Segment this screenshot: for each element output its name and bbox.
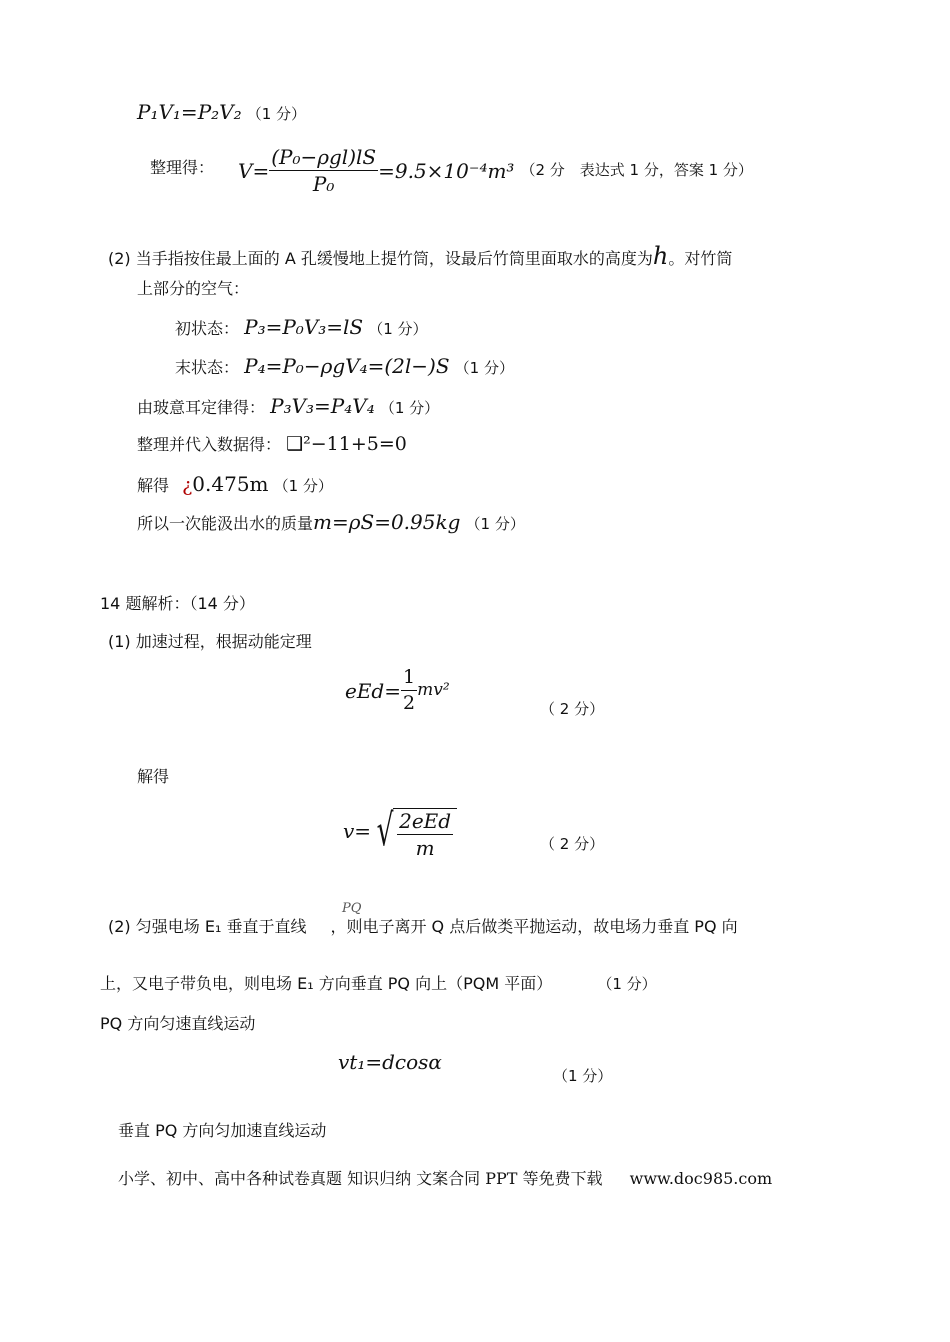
q14-part2-line1 — [108, 919, 738, 935]
final-state-line — [175, 356, 514, 376]
eq2-score: （ 2 分） — [540, 835, 605, 853]
footer-url[interactable]: www.doc985.com — [629, 1169, 773, 1188]
eq1-numerator: 1 — [401, 668, 417, 691]
sqrt-symbol — [371, 802, 457, 860]
substitute-equation: ❑²−11+5=0 — [286, 433, 407, 455]
part2-intro-end: 。对竹筒 — [668, 249, 733, 268]
substitute-line — [137, 435, 407, 454]
final-state-label: 末状态： — [175, 358, 240, 377]
boyle-law-line — [137, 396, 439, 416]
uniform-motion-equation: vt₁=dcosα — [338, 1050, 442, 1074]
q14-part2-line3: PQ 方向匀速直线运动 — [100, 1014, 256, 1033]
part2-line1-rest: ，则电子离开 Q 点后做类平抛运动，故电场力垂直 PQ 向 — [330, 917, 738, 936]
solve-equation: 0.475m — [192, 472, 269, 496]
boyle-law-equation: P₃V₃=P₄V₄ — [270, 394, 375, 418]
mass-line — [137, 512, 525, 532]
volume-rhs: =9.5×10⁻⁴m³ — [378, 158, 515, 183]
footer-text: 小学、初中、高中各种试卷真题 知识归纳 文案合同 PPT 等免费下载 — [118, 1169, 603, 1188]
volume-lhs: V= — [238, 158, 270, 183]
initial-state-line — [175, 317, 428, 337]
eq2-lhs: v= — [343, 819, 372, 843]
mass-equation: m=ρS=0.95kg — [313, 510, 461, 534]
part2-intro-text: (2) 当手指按住最上面的 A 孔缓慢地上提竹筒，设最后竹筒里面取水的高度为 — [108, 249, 653, 268]
eq1-rhs: mv² — [417, 680, 450, 700]
q14-heading: 14 题解析：（14 分） — [100, 594, 255, 613]
q14-part2-line2 — [100, 976, 657, 992]
boyle-law-score: （1 分） — [379, 399, 440, 417]
part2-line2-score: （1 分） — [597, 975, 657, 993]
substitute-label: 整理并代入数据得： — [137, 435, 282, 454]
arrange-label-line — [150, 160, 214, 176]
part2-line1-text: (2) 匀强电场 E₁ 垂直于直线 — [108, 917, 307, 936]
eq3-score: （1 分） — [553, 1067, 613, 1085]
radical-sign: √ — [376, 805, 394, 856]
kinetic-energy-equation — [345, 668, 450, 713]
footer — [118, 1171, 772, 1187]
solve-label: 解得 — [137, 476, 170, 495]
q14-part2-line4: 垂直 PQ 方向匀加速直线运动 — [118, 1121, 327, 1140]
eq1-lhs: eEd= — [345, 678, 401, 703]
unknown-glyph: ¿ — [182, 474, 193, 496]
volume-numerator: (P₀−ρgl)lS — [271, 145, 377, 169]
boyle-equation: P₁V₁=P₂V₂ — [137, 100, 242, 124]
score-note: （1 分） — [246, 105, 307, 123]
volume-score: （2 分 表达式 1 分，答案 1 分） — [520, 161, 753, 179]
solve-score: （1 分） — [273, 477, 333, 495]
pq-superscript: PQ — [342, 901, 362, 916]
final-state-score: （1 分） — [454, 359, 514, 377]
arrange-label: 整理得： — [150, 158, 215, 177]
final-state-equation: P₄=P₀−ρgV₄=(2l−)S — [244, 354, 450, 378]
q14-part1-label: (1) 加速过程，根据动能定理 — [108, 632, 312, 651]
velocity-equation — [343, 802, 457, 860]
boyle-equation-line — [137, 102, 306, 122]
initial-state-score: （1 分） — [368, 320, 428, 338]
initial-state-equation: P₃=P₀V₃=lS — [244, 315, 364, 339]
eq1-score: （ 2 分） — [540, 700, 605, 718]
height-symbol: h — [652, 242, 669, 270]
volume-equation — [238, 147, 753, 194]
part2-intro-line1 — [108, 244, 732, 268]
volume-fraction — [269, 147, 378, 194]
mass-label: 所以一次能汲出水的质量 — [137, 514, 314, 533]
eq1-denominator: 2 — [403, 692, 416, 714]
eq2-denominator: m — [415, 836, 435, 860]
part2-intro-line2: 上部分的空气： — [137, 279, 250, 298]
solve-line — [137, 474, 333, 495]
eq2-fraction — [397, 811, 453, 858]
volume-denominator: P₀ — [312, 172, 335, 196]
boyle-law-label: 由玻意耳定律得： — [137, 398, 266, 417]
eq1-fraction — [401, 668, 417, 713]
part2-line2-text: 上，又电子带负电，则电场 E₁ 方向垂直 PQ 向上（PQM 平面） — [100, 974, 553, 993]
eq2-numerator: 2eEd — [399, 809, 452, 833]
q14-solve-label: 解得 — [137, 767, 170, 786]
initial-state-label: 初状态： — [175, 319, 240, 338]
mass-score: （1 分） — [465, 515, 525, 533]
